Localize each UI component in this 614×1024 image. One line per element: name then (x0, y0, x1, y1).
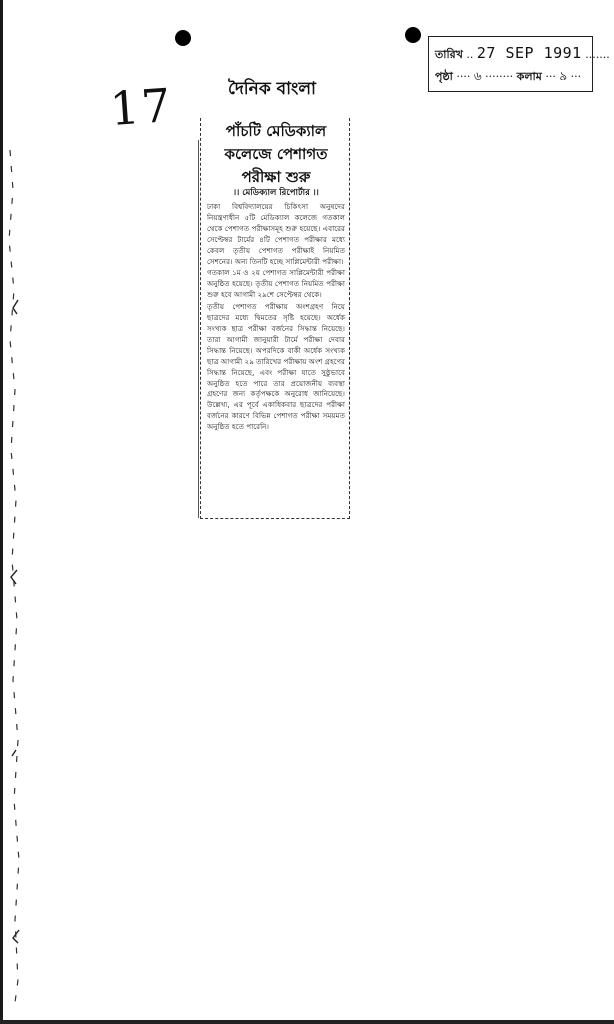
article-paragraph: তৃতীয় পেশাগত পরীক্ষায় অংশগ্রহণ নিয়ে ছাত্রদের মধ্যে দ্বিমতের সৃষ্টি হয়েছে। অর্ধেক সংখ্যক ছাত্র পরীক্ষা বর্জনের সিদ্ধান্ত নিয়েছে। তারা আগামী জানুয়ারী টার্মে পরীক্ষা দেবার সিদ্ধান্ত নিয়েছে। অপরদিকে বাকী অর্ধেক সংখ্যক ছাত্র আগামী ২৯ তারিখের পরীক্ষায় অংশ গ্রহণের সিদ্ধান্ত নিয়েছে, এবং পরীক্ষা যাতে সুষ্ঠুভাবে অনুষ্ঠিত হতে পারে তার প্রয়োজনীয় ব্যবস্থা গ্রহণের জন্য কর্তৃপক্ষকে অনুরোধ জানিয়েছে। উল্লেখ্য, এর পূর্বে একাধিকবার ছাত্রদের পরীক্ষা বর্জনের কারণে বিভিন্ন পেশাগত পরীক্ষা সময়মত অনুষ্ঠিত হতে পারেনি। (207, 302, 345, 432)
article-headline (205, 120, 347, 189)
punch-hole-right (405, 27, 421, 43)
stamp-date-row: তারিখ .. 27 SEP 1991 ....... (435, 44, 610, 62)
torn-edge-marks (4, 150, 24, 1010)
archive-stamp (428, 36, 610, 92)
newspaper-clipping (200, 118, 350, 519)
punch-hole-left (175, 30, 191, 46)
headline-line: পরীক্ষা শুরু (241, 168, 311, 186)
article-byline: ।। মেডিক্যাল রিপোর্টার ।। (233, 188, 319, 198)
page-edge (0, 0, 3, 1024)
article-paragraph: গতকাল ১ম ও ২য় পেশাগত সাপ্লিমেন্টারী পরীক্ষা অনুষ্ঠিত হয়েছে। তৃতীয় পেশাগত নিয়মিত পরীক্ষা শুরু হবে আগামী ২৯শে সেপ্টেম্বর থেকে। (207, 268, 345, 300)
headline-line: পাঁচটি মেডিক্যাল (225, 122, 327, 140)
newspaper-name: দৈনিক বাংলা (228, 79, 316, 99)
column-rule (198, 140, 199, 518)
article-body (207, 202, 345, 434)
stamp-column-value: ৯ (559, 69, 568, 83)
headline-line: কলেজে পেশাগত (224, 145, 328, 163)
stamp-page-value: ৬ (473, 69, 482, 83)
article-paragraph: ঢাকা বিশ্ববিদ্যালয়ের চিকিৎসা অনুষদের নিয়ন্ত্রণাধীন ৫টি মেডিক্যাল কলেজে গতকাল থেকে পেশাগত পরীক্ষাসমূহ শুরু হয়েছে। এবারের সেপ্টেম্বর টার্মের ৪টি পেশাগত পরীক্ষার মধ্যে কেবল তৃতীয় পেশাগত পরীক্ষাই নিয়মিত সেশনের। অন্য তিনটি হচ্ছে সাপ্লিমেন্টারী পরীক্ষা। (207, 202, 345, 266)
handwritten-file-number: 17 (108, 77, 175, 137)
stamp-page-label: পৃষ্ঠা (435, 70, 453, 83)
page-edge-bottom (0, 1020, 614, 1024)
stamp-date-value: 27 SEP 1991 (476, 44, 582, 62)
stamp-page-row: পৃষ্ঠা ···· ৬ ········ কলাম ··· ৯ ··· (435, 69, 582, 83)
stamp-column-label: কলাম (516, 70, 542, 83)
stamp-date-label: তারিখ (435, 48, 463, 61)
